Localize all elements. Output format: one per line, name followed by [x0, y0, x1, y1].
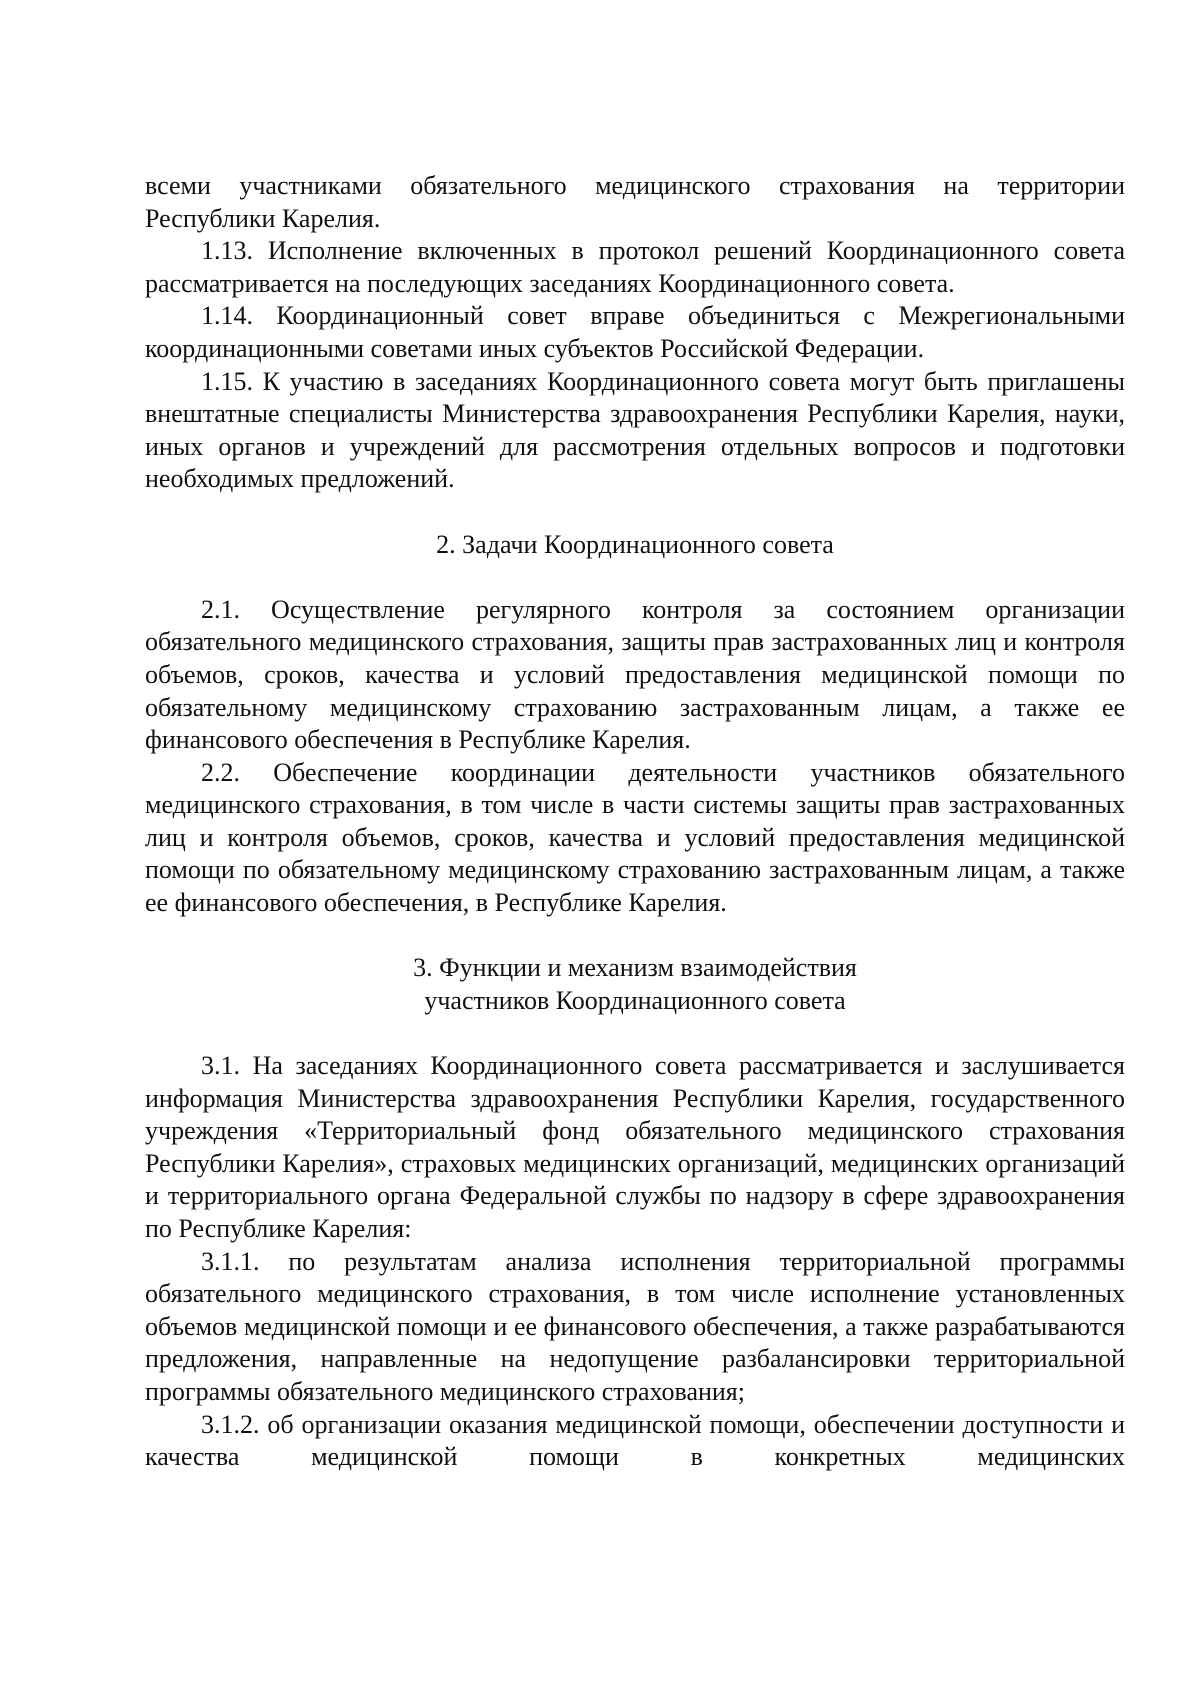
- paragraph-3-1: 3.1. На заседаниях Координационного совета рассматривается и заслушивается информация Министерства здравоохранения Республики Карелия, государственного учреждения «Территориальный фонд обязательного медицинского страхования Республики Карелия», страховых медицинских организаций, медицинских организаций и территориального органа Федеральной службы по надзору в сфере здравоохранения по Республике Карелия:: [145, 1051, 1125, 1243]
- paragraph-intro: всеми участниками обязательного медицинского страхования на территории Республики Карелия.: [145, 171, 1125, 233]
- spacer: [145, 1017, 1125, 1050]
- document-page: [145, 170, 1125, 1474]
- paragraph-1-15: 1.15. К участию в заседаниях Координационного совета могут быть приглашены внештатные специалисты Министерства здравоохранения Республики Карелия, науки, иных органов и учреждений для рассмотрения отдельных вопросов и подготовки необходимых предложений.: [145, 366, 1125, 494]
- spacer: [145, 496, 1125, 529]
- section-3-heading-line2: участников Координационного совета: [424, 985, 846, 1015]
- paragraph-1-14: 1.14. Координационный совет вправе объединиться с Межрегиональными координационными советами иных субъектов Российской Федерации.: [145, 301, 1125, 363]
- spacer: [145, 561, 1125, 594]
- section-2-heading: 2. Задачи Координационного совета: [436, 529, 834, 559]
- section-3-heading-line1: 3. Функции и механизм взаимодействия: [413, 953, 857, 983]
- paragraph-3-1-2: 3.1.2. об организации оказания медицинской помощи, обеспечении доступности и качества медицинской помощи в конкретных медицинских: [145, 1409, 1125, 1472]
- spacer: [145, 920, 1125, 953]
- paragraph-2-1: 2.1. Осуществление регулярного контроля за состоянием организации обязательного медицинского страхования, защиты прав застрахованных лиц и контроля объемов, сроков, качества и условий предоставления медицинской помощи по обязательному медицинскому страхованию застрахованным лицам, а также ее финансового обеспечения в Республике Карелия.: [145, 594, 1125, 755]
- paragraph-1-13: 1.13. Исполнение включенных в протокол решений Координационного совета рассматривается на последующих заседаниях Координационного совета.: [145, 236, 1125, 298]
- paragraph-2-2: 2.2. Обеспечение координации деятельности участников обязательного медицинского страхования, в том числе в части системы защиты прав застрахованных лиц и контроля объемов, сроков, качества и условий предоставления медицинской помощи по обязательному медицинскому страхованию застрахованным лицам, а также ее финансового обеспечения, в Республике Карелия.: [145, 757, 1125, 918]
- paragraph-3-1-1: 3.1.1. по результатам анализа исполнения территориальной программы обязательного медицинского страхования, в том числе исполнение установленных объемов медицинской помощи и ее финансового обеспечения, а также разрабатываются предложения, направленные на недопущение разбалансировки территориальной программы обязательного медицинского страхования;: [145, 1246, 1125, 1406]
